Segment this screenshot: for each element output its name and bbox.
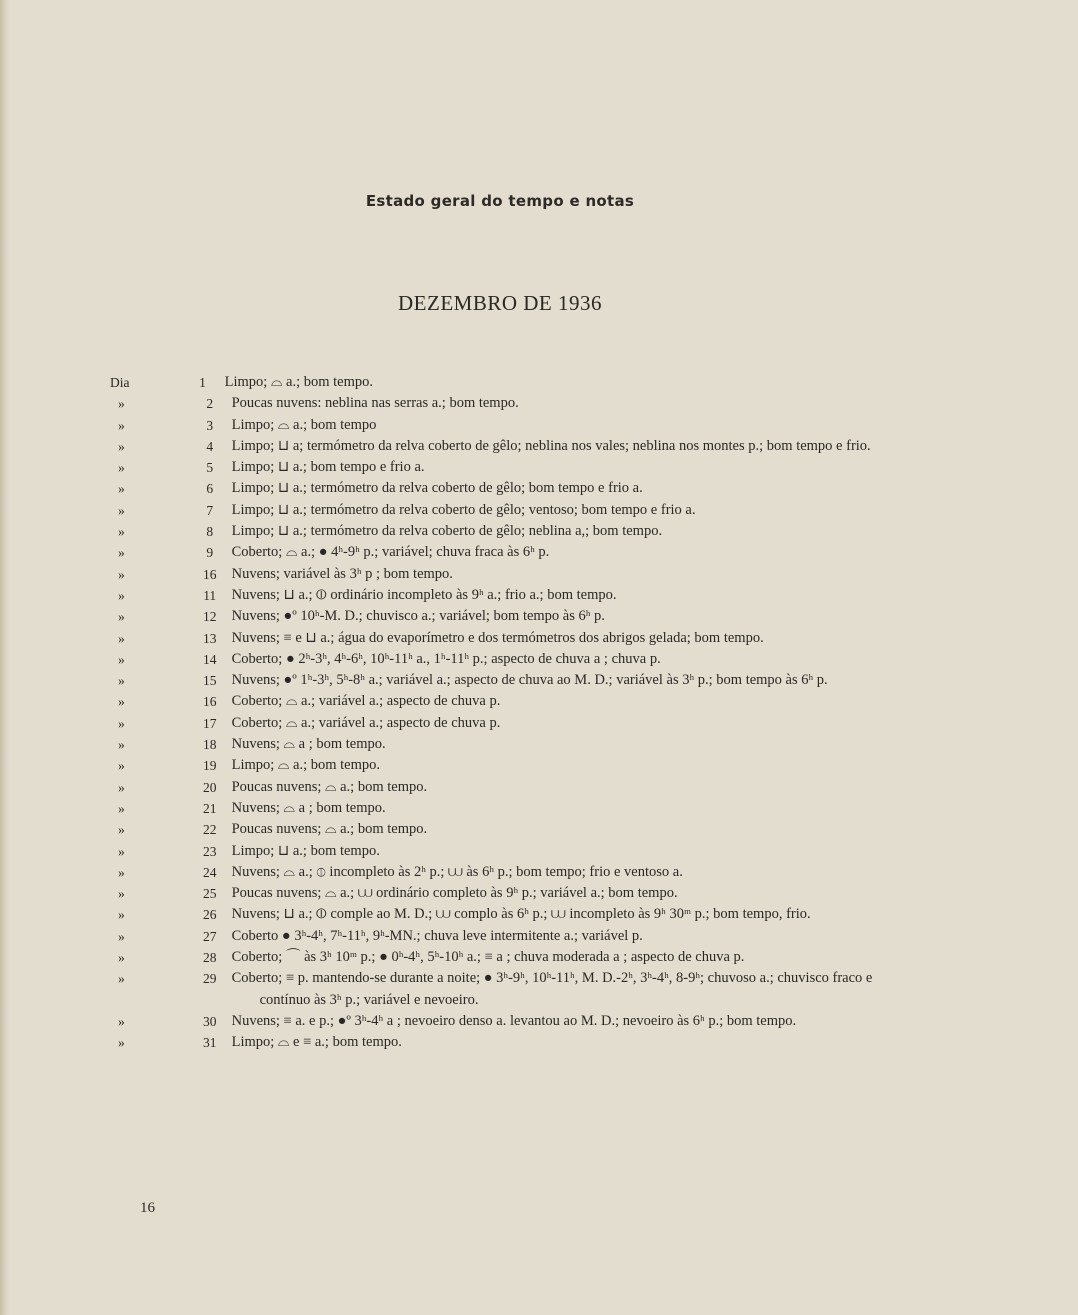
entry-day: 13 — [202, 630, 217, 646]
ditto-mark: » — [118, 1035, 125, 1051]
entry-row — [110, 436, 900, 457]
entry-day: 21 — [202, 800, 217, 816]
ditto-mark: » — [118, 673, 125, 689]
entry-day: 22 — [202, 822, 217, 838]
ditto-mark: » — [118, 950, 125, 966]
entry-day: 24 — [202, 864, 217, 880]
entry-row — [110, 478, 900, 499]
entry-text: Limpo; ⌓ e ≡ a.; bom tempo. — [231, 1034, 402, 1051]
entry-text: Poucas nuvens; ⌓ a.; ⩊ ordinário completo às 9ʰ p.; variável a.; bom tempo. — [231, 885, 678, 902]
entry-day: 16 — [202, 694, 217, 710]
entry-row — [110, 777, 900, 798]
entry-row — [110, 457, 900, 478]
entry-day: 15 — [202, 673, 217, 689]
entry-row — [110, 372, 900, 393]
ditto-mark: » — [118, 800, 125, 816]
entry-text: Poucas nuvens: neblina nas serras a.; bom tempo. — [231, 395, 519, 412]
entry-text: Limpo; ⊔ a.; termómetro da relva coberto de gêlo; bom tempo e frio a. — [231, 480, 643, 497]
entry-row — [110, 500, 900, 521]
month-title: DEZEMBRO DE 1936 — [398, 291, 602, 315]
entry-row — [110, 521, 900, 542]
ditto-mark: » — [118, 864, 125, 880]
ditto-mark: » — [118, 417, 125, 433]
ditto-mark: » — [118, 566, 125, 582]
entry-row — [110, 734, 900, 755]
ditto-mark: » — [118, 779, 125, 795]
entry-text: Coberto; ⌓ a.; variável a.; aspecto de chuva p. — [231, 714, 501, 731]
ditto-mark: » — [118, 587, 125, 603]
ditto-mark: » — [118, 928, 125, 944]
entry-text: Coberto ● 3ʰ-4ʰ, 7ʰ-11ʰ, 9ʰ-MN.; chuva leve intermitente a.; variável p. — [231, 927, 643, 944]
ditto-mark: » — [118, 524, 125, 540]
entry-row — [110, 713, 900, 734]
entry-text: Limpo; ⊔ a.; bom tempo. — [231, 842, 380, 859]
ditto-mark: » — [118, 396, 125, 412]
entry-row — [110, 691, 900, 712]
entry-day: 7 — [206, 502, 214, 518]
entry-day: 19 — [202, 758, 217, 774]
entry-text: Limpo; ⊔ a.; termómetro da relva coberto de gêlo; ventoso; bom tempo e frio a. — [231, 501, 696, 518]
entry-text: Poucas nuvens; ⌓ a.; bom tempo. — [231, 821, 428, 838]
entry-text: Nuvens; ●º 1ʰ-3ʰ, 5ʰ-8ʰ a.; variável a.; aspecto de chuva ao M. D.; variável às 3ʰ p.; bom tempo às 6ʰ p. — [231, 672, 828, 689]
entry-row — [110, 628, 900, 649]
entry-row — [110, 542, 900, 563]
entry-day: 8 — [206, 524, 214, 540]
weather-entries-list — [110, 372, 900, 1054]
entry-day: 29 — [202, 971, 217, 987]
entry-day: 11 — [203, 587, 217, 603]
entry-row — [110, 862, 900, 883]
entry-row — [110, 670, 900, 691]
ditto-mark: » — [118, 758, 125, 774]
column-label: Dia — [110, 375, 130, 390]
entry-text: Nuvens; ⌓ a ; bom tempo. — [231, 736, 386, 753]
ditto-mark: » — [118, 843, 125, 859]
entry-text: Coberto; ● 2ʰ-3ʰ, 4ʰ-6ʰ, 10ʰ-11ʰ a., 1ʰ-11ʰ p.; aspecto de chuva a ; chuva p. — [231, 650, 661, 667]
ditto-mark: » — [118, 886, 125, 902]
ditto-mark: » — [118, 609, 125, 625]
entry-row — [110, 415, 900, 436]
entry-text: Coberto; ⌓ a.; ● 4ʰ-9ʰ p.; variável; chuva fraca às 6ʰ p. — [231, 544, 550, 561]
entry-day: 26 — [202, 907, 217, 923]
entry-row — [110, 755, 900, 776]
entry-row — [110, 1011, 900, 1032]
entry-text: Nuvens; ⌓ a ; bom tempo. — [231, 799, 386, 816]
entry-day: 18 — [202, 737, 217, 753]
entry-row — [110, 819, 900, 840]
entry-text: Coberto; ⌒ às 3ʰ 10ᵐ p.; ● 0ʰ-4ʰ, 5ʰ-10ʰ a.; ≡ a ; chuva moderada a ; aspecto de chuva p. — [231, 949, 745, 966]
entry-row — [110, 1032, 900, 1053]
entry-day: 9 — [206, 545, 214, 561]
ditto-mark: » — [118, 694, 125, 710]
entry-text: Limpo; ⊔ a; termómetro da relva coberto de gêlo; neblina nos vales; neblina nos montes p.; bom tempo e frio. — [231, 437, 871, 454]
entry-text: Coberto; ≡ p. mantendo-se durante a noite; ● 3ʰ-9ʰ, 10ʰ-11ʰ, M. D.-2ʰ, 3ʰ-4ʰ, 8-9ʰ; chuvoso a.; chuvisco fraco e contínuo às 3ʰ p.; variável e nevoeiro. — [231, 970, 873, 1008]
entry-day: 23 — [202, 843, 217, 859]
ditto-mark: » — [118, 651, 125, 667]
entry-text: Nuvens; ⊔ a.; ⦶ comple ao M. D.; ⩊ complo às 6ʰ p.; ⩊ incompleto às 9ʰ 30ᵐ p.; bom tempo, frio. — [231, 906, 811, 923]
entry-text: Poucas nuvens; ⌓ a.; bom tempo. — [231, 778, 428, 795]
entry-day: 12 — [202, 609, 217, 625]
entry-text: Nuvens; ⌓ a.; ⦶ incompleto às 2ʰ p.; ⩊ às 6ʰ p.; bom tempo; frio e ventoso a. — [231, 863, 683, 880]
entry-day: 25 — [202, 886, 217, 902]
entry-day: 20 — [202, 779, 217, 795]
ditto-mark: » — [118, 502, 125, 518]
page-number: 16 — [140, 1200, 155, 1216]
ditto-mark: » — [118, 971, 125, 987]
entry-day: 16 — [202, 566, 217, 582]
entry-text: Limpo; ⊔ a.; termómetro da relva coberto de gêlo; neblina a,; bom tempo. — [231, 523, 663, 540]
entry-text: Nuvens; ≡ a. e p.; ●º 3ʰ-4ʰ a ; nevoeiro denso a. levantou ao M. D.; nevoeiro às 6ʰ p.; bom tempo. — [231, 1012, 797, 1029]
entry-day: 14 — [202, 651, 217, 667]
entry-row — [110, 585, 900, 606]
ditto-mark: » — [118, 460, 125, 476]
entry-day: 3 — [206, 417, 214, 433]
entry-row — [110, 606, 900, 627]
entry-day: 1 — [199, 375, 206, 390]
entry-text: Nuvens; ⊔ a.; ⦶ ordinário incompleto às 9ʰ a.; frio a.; bom tempo. — [231, 586, 617, 603]
ditto-mark: » — [118, 481, 125, 497]
entry-text: Limpo; ⌓ a.; bom tempo. — [231, 757, 380, 774]
entry-row — [110, 649, 900, 670]
ditto-mark: » — [118, 545, 125, 561]
entry-text: Nuvens; ●º 10ʰ-M. D.; chuvisco a.; variável; bom tempo às 6ʰ p. — [231, 608, 605, 625]
entry-day: 27 — [202, 928, 217, 944]
entry-day: 4 — [206, 438, 214, 454]
entry-row — [110, 926, 900, 947]
entry-row — [110, 883, 900, 904]
entry-row — [110, 798, 900, 819]
entry-text: Nuvens; variável às 3ʰ p ; bom tempo. — [231, 565, 453, 582]
ditto-mark: » — [118, 630, 125, 646]
entry-row — [110, 947, 900, 968]
entry-day: 2 — [206, 396, 214, 412]
ditto-mark: » — [118, 1013, 125, 1029]
entry-row — [110, 968, 900, 1011]
entry-row — [110, 564, 900, 585]
entry-day: 31 — [202, 1035, 217, 1051]
entry-row — [110, 904, 900, 925]
ditto-mark: » — [118, 907, 125, 923]
ditto-mark: » — [118, 438, 125, 454]
entry-day: 30 — [202, 1013, 217, 1029]
entry-day: 17 — [202, 715, 217, 731]
entry-row — [110, 841, 900, 862]
entry-text: Limpo; ⌓ a.; bom tempo. — [224, 374, 374, 390]
entry-row — [110, 393, 900, 414]
entry-text: Coberto; ⌓ a.; variável a.; aspecto de chuva p. — [231, 693, 501, 710]
ditto-mark: » — [118, 822, 125, 838]
entry-text: Nuvens; ≡ e ⊔ a.; água do evaporímetro e dos termómetros dos abrigos gelada; bom tempo. — [231, 629, 764, 646]
ditto-mark: » — [118, 715, 125, 731]
entry-text: Limpo; ⊔ a.; bom tempo e frio a. — [231, 459, 425, 476]
entry-day: 6 — [206, 481, 214, 497]
entry-day: 28 — [202, 950, 217, 966]
entry-text: Limpo; ⌓ a.; bom tempo — [231, 416, 377, 433]
entry-day: 5 — [206, 460, 214, 476]
ditto-mark: » — [118, 737, 125, 753]
section-heading: Estado geral do tempo e notas — [365, 192, 635, 210]
